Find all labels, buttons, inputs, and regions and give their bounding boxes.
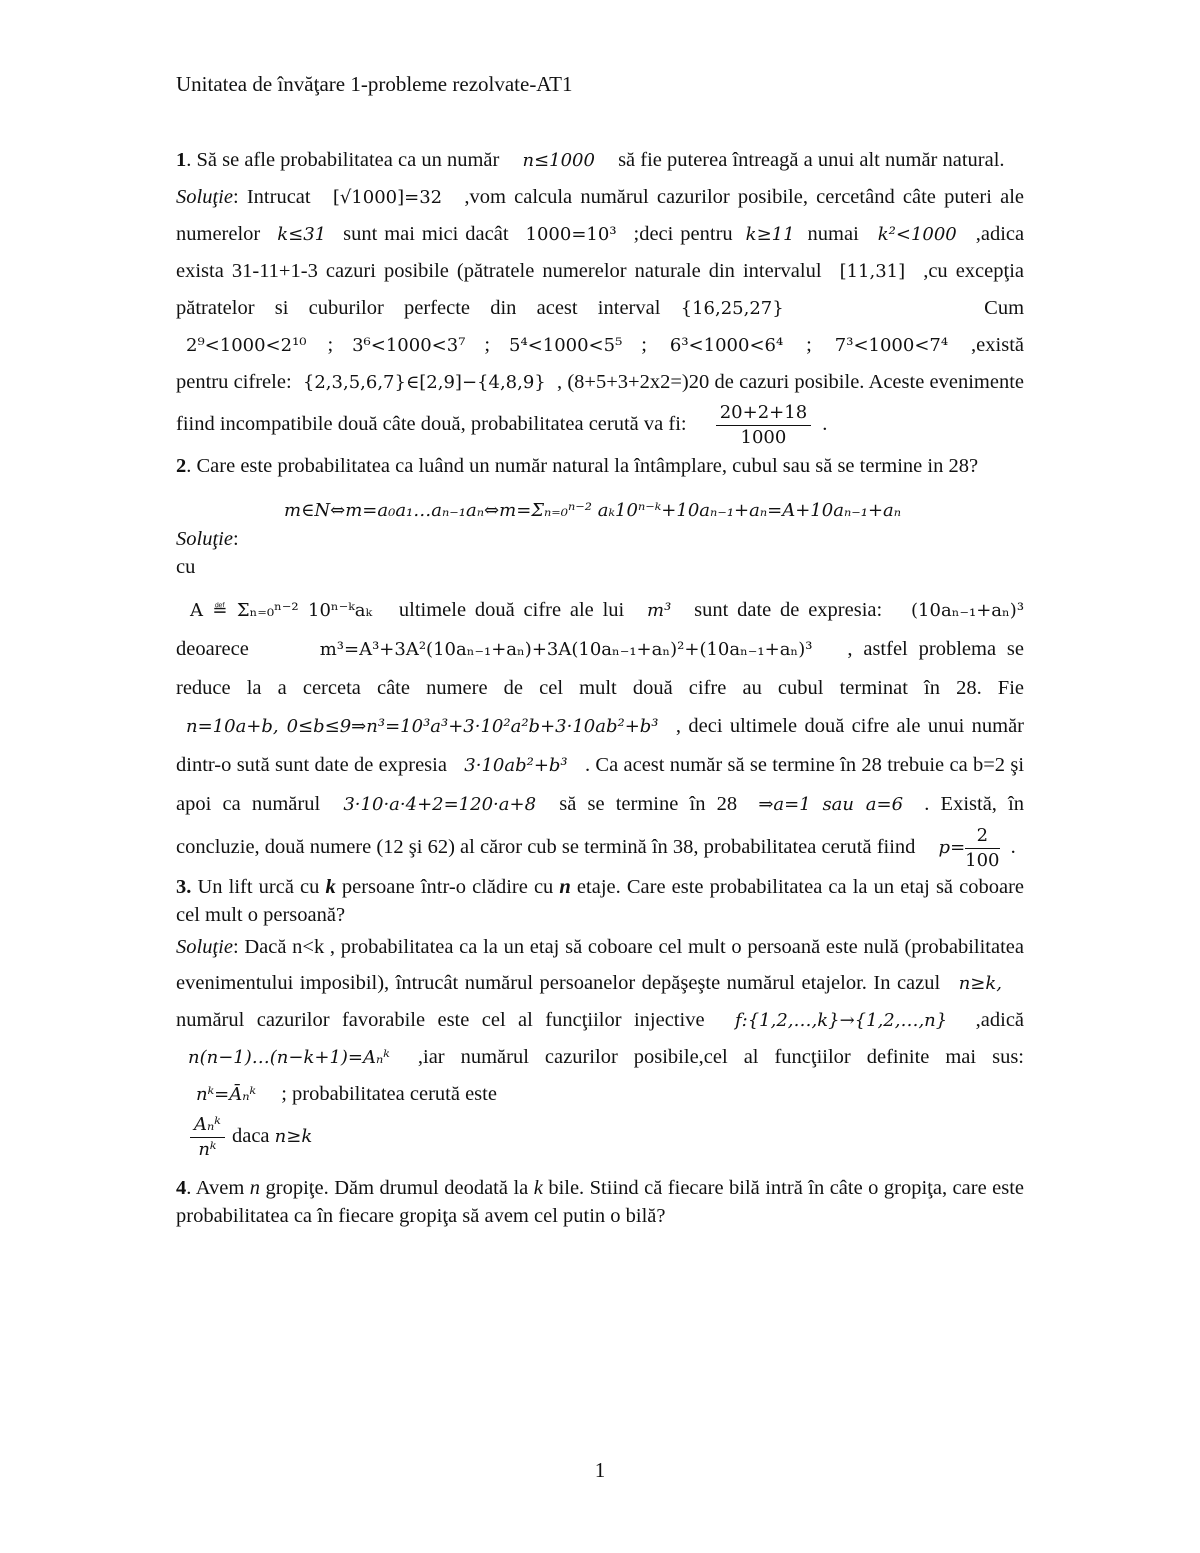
text: , astfel problema se reduce la a cerceta câte numere de cel mult două cifre au cubul terminat în 28. Fie	[176, 638, 1025, 699]
text: . Există, în concluzie, două numere (12 şi 62) al căror cub se termină în 38, probabilitatea cerută fiind	[176, 793, 1025, 859]
text: ,iar numărul cazurilor posibile,cel al funcţiilor definite mai sus:	[417, 1046, 1024, 1068]
math-expr: p=	[938, 837, 966, 859]
problem-number: 3.	[176, 876, 192, 898]
problem-1	[176, 146, 1024, 175]
fraction	[716, 401, 811, 450]
fraction	[190, 1113, 225, 1162]
math-expr: 3·10ab²+b³	[464, 755, 568, 776]
text: sunt mai mici dacât	[343, 223, 509, 245]
text: ,există pentru cifrele:	[176, 334, 1024, 393]
math-expr: 2⁹<1000<2¹⁰	[186, 335, 307, 356]
math-expr: n≤1000	[522, 150, 595, 171]
text: persoane într-o clădire cu	[341, 876, 554, 898]
math-expr: 6³<1000<6⁴	[669, 335, 784, 356]
solution-2-label: Soluţie:	[176, 528, 239, 550]
math-expr: n(n−1)…(n−k+1)=Aₙᵏ	[188, 1047, 390, 1068]
math-expr: 3·10·a·4+2=120·a+8	[343, 794, 537, 815]
variable-n: n	[249, 1177, 261, 1199]
math-expr: 3⁶<1000<3⁷	[352, 335, 466, 356]
math-expr: n≥k	[274, 1126, 313, 1148]
text: deoarece	[176, 638, 249, 660]
solution-1: Soluţie: Intrucat [√1000]=32 ,vom calcula numărul cazurilor posibile, cercetând câte puteri ale numerelor k≤31 sunt mai mici dacât 1000=10³ ;deci pentru k≥11 numai k²<1000 ,adica exista 31-11+1-3 cazuri posibile (pătratele numerelor naturale din intervalul [11,31] ,cu excepţia pătratelor si cuburilor perfecte din acest interval {16,25,27} Cum 2⁹<1000<2¹⁰ ; 3⁶<1000<3⁷ ; 5⁴<1000<5⁵ ; 6³<1000<6⁴ ; 7³<1000<7⁴ ,există pentru cifrele: {2,3,5,6,7}∈[2,9]−{4,8,9} , (8+5+3+2x2=)20 de cazuri posibile. Aceste evenimente fiind incompatibile două câte două, probabilitatea cerută va fi: $\frac{20+2+18}{1000}$ .	[176, 186, 1025, 448]
variable-n: n	[559, 876, 571, 898]
problem-number: 4	[176, 1177, 187, 1199]
text-cu	[176, 553, 1024, 581]
text: bile. Stiind că fiecare bilă intră în câte o gropiţa, care este probabilitatea ca în fiecare gropiţa să avem cel putin o bilă?	[176, 1177, 1025, 1227]
text: : Dacă n<k , probabilitatea ca la un etaj să coboare cel mult o persoană este nulă (probabilitatea evenimentului imposibil), întrucât numărul persoanelor depăşeşte numărul etajelor. In cazul	[176, 936, 1024, 994]
text: . Avem	[186, 1177, 245, 1199]
text: Un lift urcă cu	[197, 876, 320, 898]
solution-label: Soluţie	[176, 186, 233, 208]
fraction-numerator: Aₙᵏ	[190, 1113, 225, 1138]
math-expr: A ≝ Σₙ₌₀ⁿ⁻² 10ⁿ⁻ᵏaₖ	[190, 600, 373, 621]
text: să fie puterea întreagă a unui alt număr natural.	[618, 149, 1005, 171]
text: sunt date de expresia:	[694, 599, 883, 621]
math-expr: m³	[647, 600, 672, 621]
text: . Să se afle probabilitatea ca un număr	[186, 149, 500, 171]
problem-2	[176, 452, 1024, 480]
text: numărul cazurilor favorabile este cel al funcţiilor injective	[176, 1009, 705, 1031]
text: . Care este probabilitatea ca luând un număr natural la întâmplare, cubul sau să se termine in 28?	[186, 455, 979, 477]
problem-number: 1	[176, 149, 187, 171]
variable-k: k	[325, 876, 336, 898]
text: daca	[231, 1125, 270, 1148]
math-expr: [11,31]	[839, 261, 906, 282]
text: ,cu excepţia pătratelor si cuburilor perfecte din acest interval	[176, 260, 1024, 319]
math-expr: 5⁴<1000<5⁵	[509, 335, 623, 356]
text: (8+5+3+2x2=)20 de cazuri posibile. Aceste evenimente fiind incompatibile două câte două, probabilitatea cerută va fi:	[176, 371, 1025, 436]
fraction-numerator: 20+2+18	[716, 401, 811, 426]
page-header: Unitatea de învăţare 1-probleme rezolvate-AT1	[176, 72, 573, 96]
math-expr: (10aₙ₋₁+aₙ)³	[911, 600, 1025, 621]
math-equation: m∈N⇔m=a₀a₁…aₙ₋₁aₙ⇔m=Σₙ₌₀ⁿ⁻² aₖ10ⁿ⁻ᵏ+10aₙ₋₁+aₙ=A+10aₙ₋₁+aₙ	[284, 500, 902, 521]
variable-k: k	[533, 1177, 543, 1199]
text: cu	[176, 556, 196, 578]
text: : Intrucat	[232, 186, 311, 208]
fraction-denominator: nᵏ	[198, 1139, 217, 1160]
text: ,adică	[975, 1009, 1025, 1031]
math-expr: f:{1,2,…,k}→{1,2,…,n}	[734, 1010, 948, 1031]
solution-label: Soluţie	[176, 528, 233, 550]
math-expr: [√1000]=32	[332, 187, 443, 208]
math-expr: k²<1000	[877, 224, 957, 245]
fraction	[965, 824, 999, 873]
text: numai	[807, 223, 859, 245]
equation-line	[176, 496, 1024, 525]
math-equation: n=10a+b, 0≤b≤9⇒n³=10³a³+3·10²a²b+3·10ab²+b³	[186, 716, 659, 737]
math-expr: k≤31	[277, 224, 327, 245]
math-expr: {16,25,27}	[680, 298, 784, 319]
text: etaje. Care este probabilitatea ca la un etaj să coboare cel mult o persoană?	[176, 876, 1024, 926]
math-expr: nᵏ=Āₙᵏ	[196, 1084, 257, 1105]
math-expr: ⇒a=1 sau a=6	[758, 794, 904, 815]
math-expr: {2,3,5,6,7}∈[2,9]−{4,8,9}	[302, 372, 546, 393]
text: ,vom calcula numărul cazurilor posibile, cercetând câte puteri ale numerelor	[176, 186, 1025, 245]
text: ; probabilitatea cerută este	[281, 1083, 497, 1105]
math-equation: m³=A³+3A²(10aₙ₋₁+aₙ)+3A(10aₙ₋₁+aₙ)²+(10aₙ₋₁+aₙ)³	[319, 639, 813, 660]
text: Cum	[984, 297, 1025, 319]
text: ,adica exista 31-11+1-3 cazuri posibile (pătratele numerelor naturale din intervalul	[176, 223, 1025, 282]
math-expr: 7³<1000<7⁴	[834, 335, 949, 356]
text: gropiţe. Dăm drumul deodată la	[265, 1177, 529, 1199]
solution-2: A ≝ Σₙ₌₀ⁿ⁻² 10ⁿ⁻ᵏaₖ ultimele două cifre ale lui m³ sunt date de expresia: (10aₙ₋₁+aₙ)³ deoarece m³=A³+3A²(10aₙ₋₁+aₙ)+3A(10aₙ₋₁+aₙ)²+(10aₙ₋₁+aₙ)³ , astfel problema se reduce la a cerceta câte numere de cel mult două cifre au cubul terminat în 28. Fie n=10a+b, 0≤b≤9⇒n³=10³a³+3·10²a²b+3·10ab²+b³ , deci ultimele două cifre ale unui număr dintr-o sută sunt date de expresia 3·10ab²+b³ . Ca acest număr să se termine în 28 trebuie ca b=2 şi apoi ca numărul 3·10·a·4+2=120·a+8 să se termine în 28 ⇒a=1 sau a=6 . Există, în concluzie, două numere (12 şi 62) al căror cub se termină în 38, probabilitatea cerută fiind p= $\frac{2}{100}$ .	[176, 599, 1025, 871]
document-body	[176, 146, 1024, 1230]
fraction-denominator: 1000	[740, 427, 787, 448]
text: , deci ultimele două cifre ale unui număr dintr-o sută sunt date de expresia	[176, 715, 1024, 776]
solution-3	[176, 929, 1024, 1162]
text: ;deci pentru	[633, 223, 733, 245]
math-expr: n≥k,	[958, 973, 1002, 994]
solution-label: Soluţie	[176, 936, 233, 958]
text: . Ca acest număr să se termine în 28 trebuie ca b=2 şi apoi ca numărul	[176, 754, 1025, 815]
math-expr: k≥11	[745, 224, 795, 245]
fraction-numerator: 2	[965, 824, 999, 849]
text: să se termine în 28	[559, 793, 738, 815]
problem-number: 2	[176, 455, 187, 477]
fraction-denominator: 100	[965, 850, 1000, 871]
page-number: 1	[594, 1458, 606, 1482]
math-expr: 1000=10³	[525, 224, 617, 245]
problem-3	[176, 873, 1024, 929]
problem-4	[176, 1174, 1024, 1230]
text: ultimele două cifre ale lui	[398, 599, 625, 621]
